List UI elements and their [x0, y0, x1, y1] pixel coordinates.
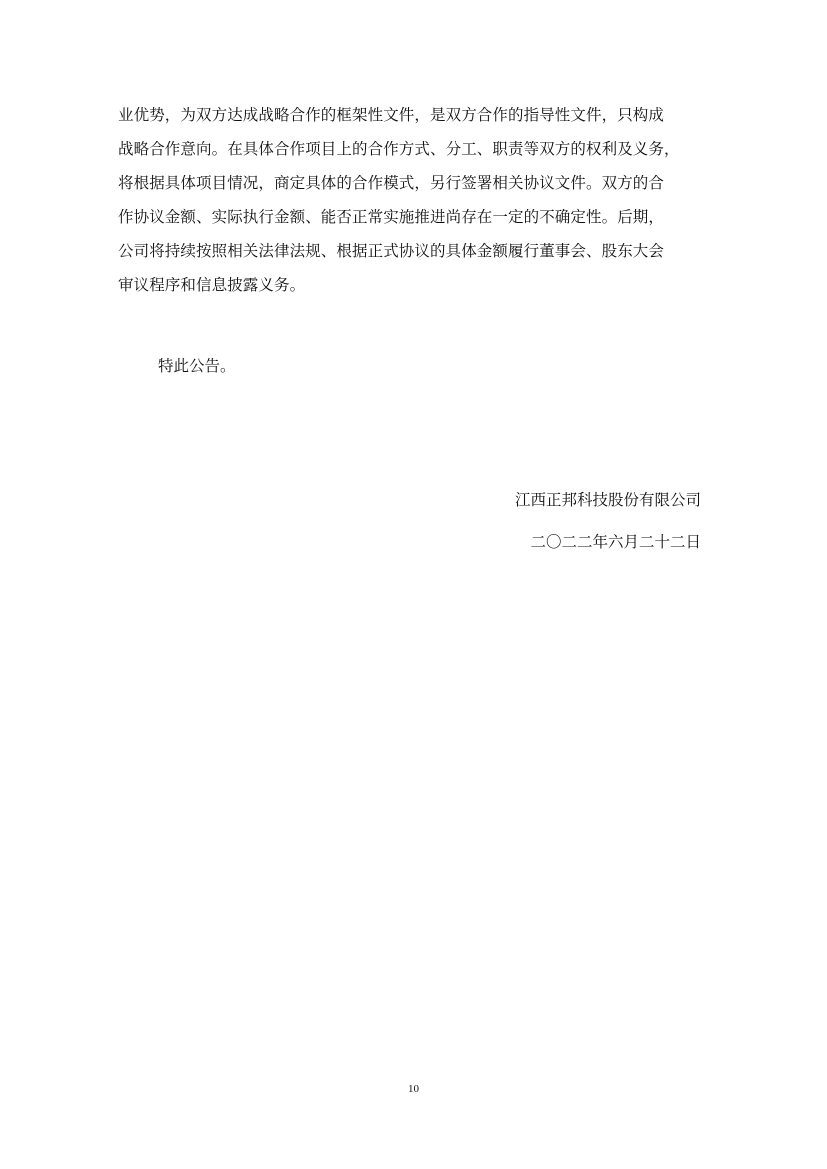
- body-line: 业优势，为双方达成战略合作的框架性文件，是双方合作的指导性文件，只构成: [118, 106, 665, 124]
- closing-statement: 特此公告。: [158, 357, 236, 375]
- body-line: 将根据具体项目情况，商定具体的合作模式，另行签署相关协议文件。双方的合: [118, 174, 665, 192]
- page-number: 10: [408, 1083, 419, 1095]
- body-line: 战略合作意向。在具体合作项目上的合作方式、分工、职责等双方的权利及义务，: [118, 140, 680, 158]
- signature-date: 二〇二二年六月二十二日: [530, 533, 701, 551]
- signature-company: 江西正邦科技股份有限公司: [514, 491, 701, 509]
- body-line: 作协议金额、实际执行金额、能否正常实施推进尚存在一定的不确定性。后期，: [118, 208, 665, 226]
- body-line: 公司将持续按照相关法律法规、根据正式协议的具体金额履行董事会、股东大会: [118, 242, 665, 260]
- body-line: 审议程序和信息披露义务。: [118, 276, 306, 294]
- body-paragraph: [118, 98, 708, 302]
